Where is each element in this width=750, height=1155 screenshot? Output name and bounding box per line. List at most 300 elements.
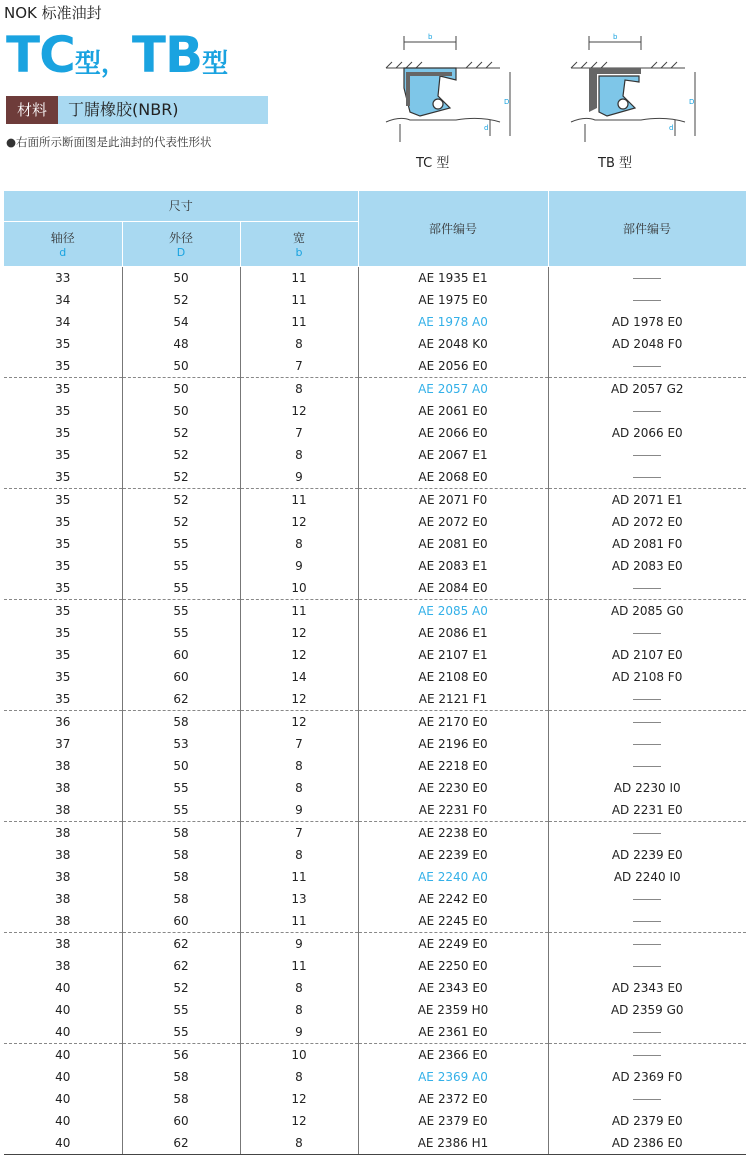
outer-dia-cell: 52 [122, 488, 240, 511]
shaft-dia-symbol: d [59, 245, 67, 259]
shaft-dia-cell: 35 [55, 425, 71, 440]
brand-line: NOK 标准油封 [4, 4, 102, 22]
width-cell: 13 [240, 888, 358, 910]
table-row [4, 333, 746, 355]
shaft-dia-cell: 35 [55, 536, 71, 551]
table-row [4, 266, 746, 289]
tb-part-number-cell: AD 2343 E0 [548, 977, 746, 999]
dash-line [633, 833, 661, 834]
table-row [4, 666, 746, 688]
tc-part-number-cell: AE 2231 F0 [358, 799, 548, 822]
outer-dia-cell: 52 [122, 289, 240, 311]
empty-dash [548, 955, 746, 977]
empty-dash [548, 1021, 746, 1044]
width-cell: 9 [240, 466, 358, 489]
width-cell: 8 [240, 777, 358, 799]
tb-part-number-cell: AD 1978 E0 [548, 311, 746, 333]
tc-part-number-cell: AE 2242 E0 [358, 888, 548, 910]
table-body [4, 266, 746, 1154]
shaft-dia-cell: 35 [4, 466, 122, 489]
empty-dash [548, 1088, 746, 1110]
shaft-dia-cell: 40 [4, 1021, 122, 1044]
width-cell: 8 [240, 333, 358, 355]
shaft-dia-cell: 38 [55, 780, 71, 795]
tc-part-number-cell: AE 2057 A0 [358, 377, 548, 400]
title-tc-suffix: 型， [74, 49, 127, 79]
table-row [4, 577, 746, 600]
dash-line [633, 300, 661, 301]
tc-part-number-header: 部件编号 [358, 191, 548, 266]
width-cell: 10 [240, 1043, 358, 1066]
table-row [4, 533, 746, 555]
dash-line [633, 921, 661, 922]
width-cell: 11 [240, 289, 358, 311]
outer-dia-cell: 62 [122, 1132, 240, 1155]
tc-part-number-cell: AE 2230 E0 [358, 777, 548, 799]
table-row [4, 910, 746, 933]
table-row [4, 400, 746, 422]
dash-line [633, 588, 661, 589]
shaft-dia-cell: 35 [55, 625, 71, 640]
tc-part-number-cell: AE 2081 E0 [358, 533, 548, 555]
tb-part-number-cell: AD 2379 E0 [548, 1110, 746, 1132]
width-cell: 12 [240, 1110, 358, 1132]
width-cell: 12 [240, 511, 358, 533]
table-row [4, 777, 746, 799]
width-cell: 7 [240, 422, 358, 444]
empty-dash [548, 688, 746, 711]
tb-part-number-cell: AD 2071 E1 [548, 488, 746, 511]
table-row [4, 311, 746, 333]
table-row [4, 821, 746, 844]
empty-dash [548, 289, 746, 311]
outer-dia-cell: 55 [122, 555, 240, 577]
width-cell: 7 [240, 355, 358, 378]
width-cell: 11 [240, 488, 358, 511]
width-symbol: b [295, 245, 303, 259]
tb-seal-cross-section-diagram [565, 28, 705, 143]
outer-dia-cell: 60 [122, 666, 240, 688]
shaft-line [571, 118, 685, 122]
tc-part-number-cell: AE 2249 E0 [358, 932, 548, 955]
tb-part-number-header: 部件编号 [548, 191, 746, 266]
tc-part-number-cell: AE 2066 E0 [358, 422, 548, 444]
tc-part-number-cell: AE 2343 E0 [358, 977, 548, 999]
shaft-dia-cell: 35 [4, 688, 122, 711]
empty-dash [548, 710, 746, 733]
tb-part-number-cell: AD 2085 G0 [548, 599, 746, 622]
hatch-lines [386, 62, 492, 68]
material-bar [6, 96, 268, 124]
tc-part-number-cell: AE 1975 E0 [358, 289, 548, 311]
outer-dia-label: 外径 [168, 230, 193, 245]
hatch-lines [571, 62, 677, 68]
dim-D-label: D [504, 98, 510, 106]
width-cell: 11 [240, 311, 358, 333]
shaft-dia-cell: 40 [55, 1047, 71, 1062]
outer-dia-cell: 60 [122, 910, 240, 933]
shaft-dia-cell: 35 [55, 447, 71, 462]
outer-dia-cell: 55 [122, 777, 240, 799]
tc-seal-cross-section-diagram [380, 28, 520, 143]
width-cell: 10 [240, 577, 358, 600]
section-note: ●右面所示断面图是此油封的代表性形状 [6, 135, 212, 149]
shaft-dia-cell: 35 [55, 603, 71, 618]
outer-dia-cell: 55 [122, 799, 240, 822]
tb-part-number-cell: AD 2057 G2 [548, 377, 746, 400]
tb-part-number-cell: AD 2359 G0 [548, 999, 746, 1021]
dash-line [633, 722, 661, 723]
tc-part-number-cell: AE 2240 A0 [358, 866, 548, 888]
shaft-dia-cell: 38 [55, 958, 71, 973]
shaft-dia-cell: 34 [55, 292, 71, 307]
tb-part-number-cell: AD 2386 E0 [548, 1132, 746, 1155]
shaft-dia-cell: 40 [55, 1113, 71, 1128]
shaft-dia-cell: 35 [55, 669, 71, 684]
table-row [4, 932, 746, 955]
shaft-line [386, 118, 500, 122]
material-label: 材料 [6, 96, 58, 124]
width-cell: 8 [240, 1066, 358, 1088]
title-tb: TB [131, 26, 203, 84]
shaft-dia-cell: 35 [55, 558, 71, 573]
shaft-dia-header [4, 221, 122, 266]
empty-dash [548, 932, 746, 955]
outer-dia-cell: 55 [122, 533, 240, 555]
table-row [4, 422, 746, 444]
width-cell: 11 [240, 599, 358, 622]
shaft-dia-cell: 40 [55, 1091, 71, 1106]
width-cell: 14 [240, 666, 358, 688]
table-row [4, 688, 746, 711]
dash-line [633, 766, 661, 767]
table-row [4, 888, 746, 910]
dim-d-label: d [484, 124, 489, 132]
shaft-dia-cell: 38 [4, 799, 122, 822]
tc-part-number-cell: AE 2369 A0 [358, 1066, 548, 1088]
table-row [4, 844, 746, 866]
empty-dash [548, 577, 746, 600]
shaft-dia-cell: 38 [55, 891, 71, 906]
dim-d-label: d [669, 124, 674, 132]
page-title [6, 26, 228, 82]
width-label: 宽 [292, 230, 305, 245]
outer-dia-cell: 62 [122, 955, 240, 977]
empty-dash [548, 466, 746, 489]
dash-line [633, 278, 661, 279]
tc-part-number-cell: AE 2072 E0 [358, 511, 548, 533]
shaft-dia-cell: 40 [4, 1132, 122, 1155]
tb-part-number-cell: AD 2072 E0 [548, 511, 746, 533]
tc-part-number-cell: AE 2366 E0 [358, 1043, 548, 1066]
table-row [4, 1110, 746, 1132]
tb-part-number-cell: AD 2240 I0 [548, 866, 746, 888]
width-cell: 8 [240, 533, 358, 555]
shaft-dia-cell: 35 [4, 355, 122, 378]
tc-part-number-cell: AE 2108 E0 [358, 666, 548, 688]
outer-dia-cell: 50 [122, 377, 240, 400]
outer-dia-cell: 55 [122, 999, 240, 1021]
material-value: 丁腈橡胶(NBR) [58, 96, 268, 124]
tc-part-number-cell: AE 2048 K0 [358, 333, 548, 355]
tc-part-number-cell: AE 2083 E1 [358, 555, 548, 577]
dash-line [633, 633, 661, 634]
tb-part-number-cell: AD 2081 F0 [548, 533, 746, 555]
empty-dash [548, 821, 746, 844]
outer-dia-cell: 52 [122, 466, 240, 489]
outer-dia-cell: 50 [122, 400, 240, 422]
dash-line [633, 455, 661, 456]
outer-dia-cell: 62 [122, 932, 240, 955]
width-cell: 9 [240, 555, 358, 577]
width-cell: 8 [240, 999, 358, 1021]
shaft-dia-cell: 34 [55, 314, 71, 329]
outer-dia-cell: 55 [122, 1021, 240, 1044]
outer-dia-cell: 52 [122, 444, 240, 466]
empty-dash [548, 733, 746, 755]
tc-part-number-cell: AE 2170 E0 [358, 710, 548, 733]
outer-dia-cell: 55 [122, 622, 240, 644]
empty-dash [548, 355, 746, 378]
outer-dia-cell: 52 [122, 422, 240, 444]
width-cell: 8 [240, 755, 358, 777]
outer-dia-cell: 54 [122, 311, 240, 333]
tb-part-number-cell: AD 2231 E0 [548, 799, 746, 822]
width-cell: 11 [240, 910, 358, 933]
outer-dia-cell: 52 [122, 511, 240, 533]
table-row [4, 1088, 746, 1110]
dash-line [633, 1055, 661, 1056]
dash-line [633, 744, 661, 745]
outer-dia-cell: 55 [122, 577, 240, 600]
width-cell: 12 [240, 644, 358, 666]
title-tb-suffix: 型 [202, 49, 229, 79]
shaft-dia-cell: 40 [55, 1069, 71, 1084]
empty-dash [548, 1043, 746, 1066]
tc-part-number-cell: AE 2085 A0 [358, 599, 548, 622]
tc-part-number-cell: AE 2359 H0 [358, 999, 548, 1021]
shaft-dia-cell: 33 [55, 270, 71, 285]
shaft-dia-cell: 35 [55, 381, 71, 396]
width-cell: 12 [240, 688, 358, 711]
shaft-dia-cell: 40 [55, 980, 71, 995]
shaft-dia-cell: 37 [55, 736, 71, 751]
width-cell: 9 [240, 932, 358, 955]
shaft-dia-cell: 38 [55, 869, 71, 884]
table-row [4, 599, 746, 622]
width-cell: 11 [240, 955, 358, 977]
width-cell: 11 [240, 266, 358, 289]
table-row [4, 755, 746, 777]
size-header: 尺寸 [4, 191, 358, 221]
table-row [4, 999, 746, 1021]
dash-line [633, 411, 661, 412]
width-cell: 12 [240, 400, 358, 422]
empty-dash [548, 888, 746, 910]
tc-part-number-cell: AE 2107 E1 [358, 644, 548, 666]
tb-part-number-cell: AD 2107 E0 [548, 644, 746, 666]
shaft-dia-cell: 35 [55, 403, 71, 418]
garter-spring-icon [618, 99, 628, 109]
dash-line [633, 966, 661, 967]
shaft-dia-cell: 35 [55, 336, 71, 351]
outer-dia-cell: 62 [122, 688, 240, 711]
tc-part-number-cell: AE 2245 E0 [358, 910, 548, 933]
tc-part-number-cell: AE 2250 E0 [358, 955, 548, 977]
outer-dia-cell: 52 [122, 977, 240, 999]
width-cell: 8 [240, 1132, 358, 1155]
width-cell: 7 [240, 733, 358, 755]
dash-line [633, 477, 661, 478]
width-cell: 9 [240, 1021, 358, 1044]
table-row [4, 488, 746, 511]
table-row [4, 555, 746, 577]
table-row [4, 799, 746, 822]
seal-rubber-body [599, 76, 639, 116]
shaft-dia-cell: 36 [55, 714, 71, 729]
dash-line [633, 944, 661, 945]
tc-part-number-cell: AE 2372 E0 [358, 1088, 548, 1110]
tc-part-number-cell: AE 2196 E0 [358, 733, 548, 755]
shaft-dia-label: 轴径 [50, 230, 75, 245]
empty-dash [548, 444, 746, 466]
empty-dash [548, 910, 746, 933]
outer-dia-cell: 48 [122, 333, 240, 355]
width-cell: 8 [240, 444, 358, 466]
tc-part-number-cell: AE 2068 E0 [358, 466, 548, 489]
outer-dia-cell: 60 [122, 1110, 240, 1132]
shaft-dia-cell: 35 [55, 514, 71, 529]
tc-part-number-cell: AE 2121 F1 [358, 688, 548, 711]
shaft-dia-cell: 40 [55, 1002, 71, 1017]
table-row [4, 355, 746, 378]
empty-dash [548, 400, 746, 422]
table-row [4, 866, 746, 888]
outer-dia-cell: 58 [122, 1088, 240, 1110]
outer-dia-cell: 58 [122, 1066, 240, 1088]
width-cell: 8 [240, 377, 358, 400]
tc-diagram-label: TC 型 [416, 156, 450, 171]
shaft-dia-cell: 38 [55, 758, 71, 773]
tc-part-number-cell: AE 2084 E0 [358, 577, 548, 600]
outer-dia-cell: 60 [122, 644, 240, 666]
tb-part-number-cell: AD 2108 F0 [548, 666, 746, 688]
table-row [4, 710, 746, 733]
outer-dia-cell: 58 [122, 844, 240, 866]
empty-dash [548, 755, 746, 777]
seal-spec-table [4, 191, 747, 1155]
empty-dash [548, 266, 746, 289]
table-row [4, 1132, 746, 1155]
tc-part-number-cell: AE 2071 F0 [358, 488, 548, 511]
outer-dia-cell: 50 [122, 355, 240, 378]
outer-dia-cell: 50 [122, 266, 240, 289]
outer-dia-cell: 56 [122, 1043, 240, 1066]
tc-part-number-cell: AE 2061 E0 [358, 400, 548, 422]
dash-line [633, 1032, 661, 1033]
table-row [4, 1043, 746, 1066]
width-cell: 11 [240, 866, 358, 888]
shaft-dia-cell: 38 [4, 910, 122, 933]
table-row [4, 466, 746, 489]
tb-part-number-cell: AD 2369 F0 [548, 1066, 746, 1088]
width-cell: 12 [240, 1088, 358, 1110]
outer-dia-cell: 58 [122, 710, 240, 733]
tc-part-number-cell: AE 2086 E1 [358, 622, 548, 644]
tb-part-number-cell: AD 2083 E0 [548, 555, 746, 577]
tc-part-number-cell: AE 2056 E0 [358, 355, 548, 378]
outer-dia-header [122, 221, 240, 266]
width-cell: 9 [240, 799, 358, 822]
dash-line [633, 366, 661, 367]
outer-dia-cell: 55 [122, 599, 240, 622]
shaft-dia-cell: 35 [4, 577, 122, 600]
outer-dia-cell: 58 [122, 821, 240, 844]
outer-dia-cell: 58 [122, 888, 240, 910]
table-row [4, 444, 746, 466]
tc-part-number-cell: AE 1935 E1 [358, 266, 548, 289]
shaft-dia-cell: 35 [55, 647, 71, 662]
title-tc: TC [6, 26, 75, 84]
tb-part-number-cell: AD 2048 F0 [548, 333, 746, 355]
tc-part-number-cell: AE 2239 E0 [358, 844, 548, 866]
tc-part-number-cell: AE 2386 H1 [358, 1132, 548, 1155]
width-header [240, 221, 358, 266]
table-row [4, 977, 746, 999]
tb-part-number-cell: AD 2230 I0 [548, 777, 746, 799]
dash-line [633, 1099, 661, 1100]
table-row [4, 955, 746, 977]
tb-diagram-label: TB 型 [598, 156, 632, 171]
tc-part-number-cell: AE 2067 E1 [358, 444, 548, 466]
shaft-dia-cell: 38 [55, 936, 71, 951]
shaft-dia-cell: 38 [55, 847, 71, 862]
tb-part-number-cell: AD 2066 E0 [548, 422, 746, 444]
tc-part-number-cell: AE 2361 E0 [358, 1021, 548, 1044]
width-cell: 8 [240, 977, 358, 999]
outer-dia-cell: 53 [122, 733, 240, 755]
table-row [4, 622, 746, 644]
tc-part-number-cell: AE 2238 E0 [358, 821, 548, 844]
table-row [4, 733, 746, 755]
tc-part-number-cell: AE 1978 A0 [358, 311, 548, 333]
garter-spring-icon [433, 99, 443, 109]
dim-b-label: b [613, 33, 618, 41]
width-cell: 7 [240, 821, 358, 844]
width-cell: 8 [240, 844, 358, 866]
outer-dia-symbol: D [176, 245, 186, 259]
table-row [4, 1021, 746, 1044]
width-cell: 12 [240, 710, 358, 733]
table-row [4, 644, 746, 666]
tc-part-number-cell: AE 2218 E0 [358, 755, 548, 777]
empty-dash [548, 622, 746, 644]
table-row [4, 377, 746, 400]
dash-line [633, 899, 661, 900]
width-cell: 12 [240, 622, 358, 644]
table-row [4, 511, 746, 533]
dash-line [633, 699, 661, 700]
outer-dia-cell: 50 [122, 755, 240, 777]
tc-part-number-cell: AE 2379 E0 [358, 1110, 548, 1132]
table-row [4, 1066, 746, 1088]
shaft-dia-cell: 35 [55, 492, 71, 507]
shaft-dia-cell: 38 [55, 825, 71, 840]
tb-part-number-cell: AD 2239 E0 [548, 844, 746, 866]
outer-dia-cell: 58 [122, 866, 240, 888]
dim-b-label: b [428, 33, 433, 41]
dim-D-label: D [689, 98, 695, 106]
